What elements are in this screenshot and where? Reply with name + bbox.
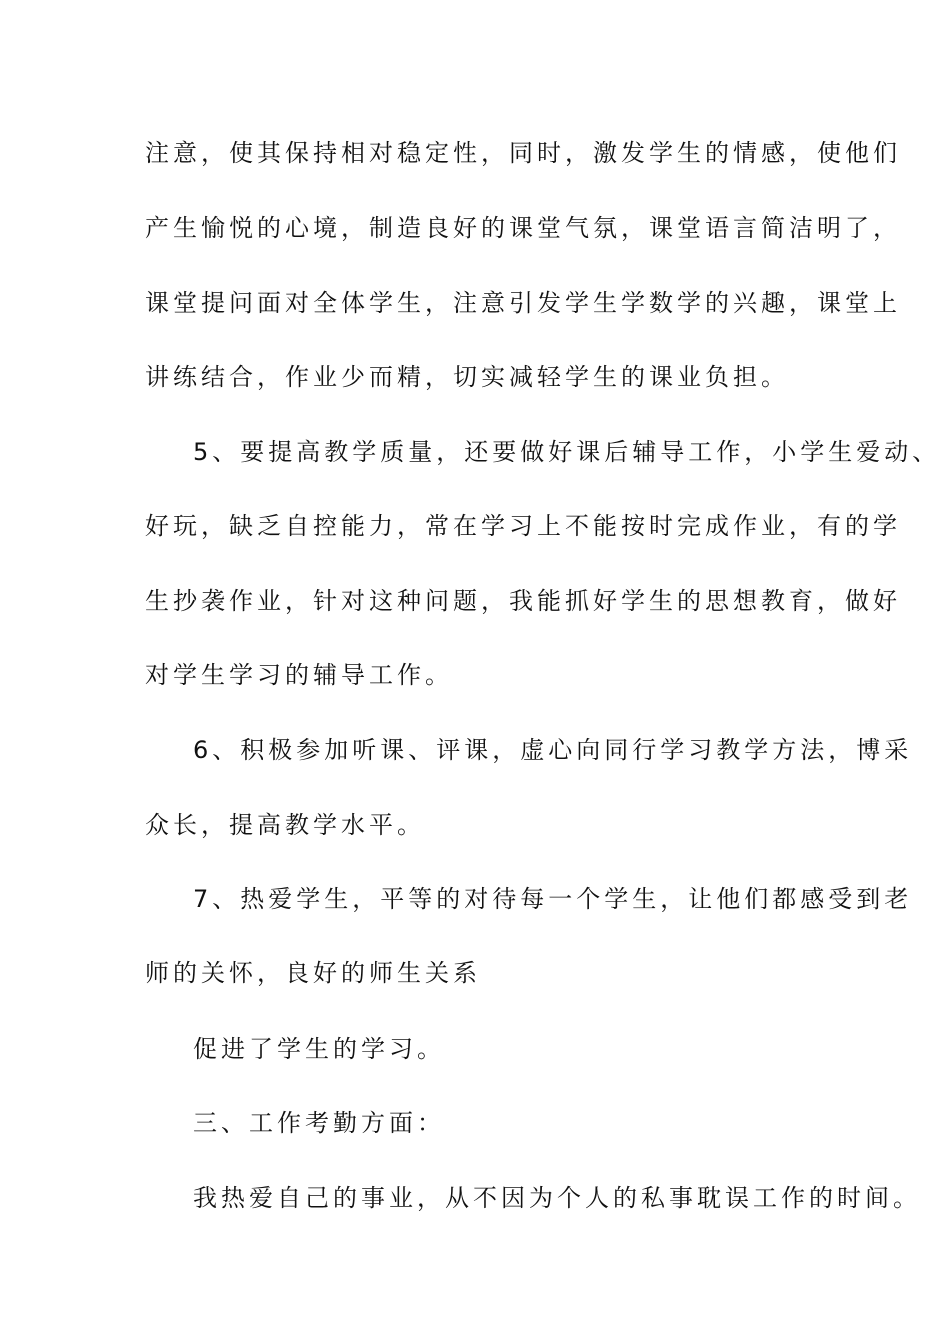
text-line: 讲练结合，作业少而精，切实减轻学生的课业负担。 <box>145 363 789 391</box>
text-line: 产生愉悦的心境，制造良好的课堂气氛，课堂语言简洁明了， <box>145 214 901 242</box>
text-line: 师的关怀，良好的师生关系 <box>145 959 481 987</box>
paragraph-start-line: 我热爱自己的事业，从不因为个人的私事耽误工作的时间。 <box>193 1184 921 1212</box>
paragraph-start-line: 7、热爱学生，平等的对待每一个学生，让他们都感受到老 <box>193 885 913 913</box>
paragraph-start-line: 5、要提高教学质量，还要做好课后辅导工作，小学生爱动、 <box>193 438 941 466</box>
text-line: 对学生学习的辅导工作。 <box>145 661 453 689</box>
text-line: 众长，提高教学水平。 <box>145 811 425 839</box>
paragraph-start-line: 6、积极参加听课、评课，虚心向同行学习教学方法，博采 <box>193 736 913 764</box>
text-line: 课堂提问面对全体学生，注意引发学生学数学的兴趣，课堂上 <box>145 289 901 317</box>
text-line: 生抄袭作业，针对这种问题，我能抓好学生的思想教育，做好 <box>145 587 901 615</box>
text-line: 注意，使其保持相对稳定性，同时，激发学生的情感，使他们 <box>145 139 901 167</box>
text-line: 好玩，缺乏自控能力，常在学习上不能按时完成作业，有的学 <box>145 512 901 540</box>
section-heading: 三、工作考勤方面： <box>193 1109 445 1137</box>
text-line: 促进了学生的学习。 <box>193 1035 445 1063</box>
